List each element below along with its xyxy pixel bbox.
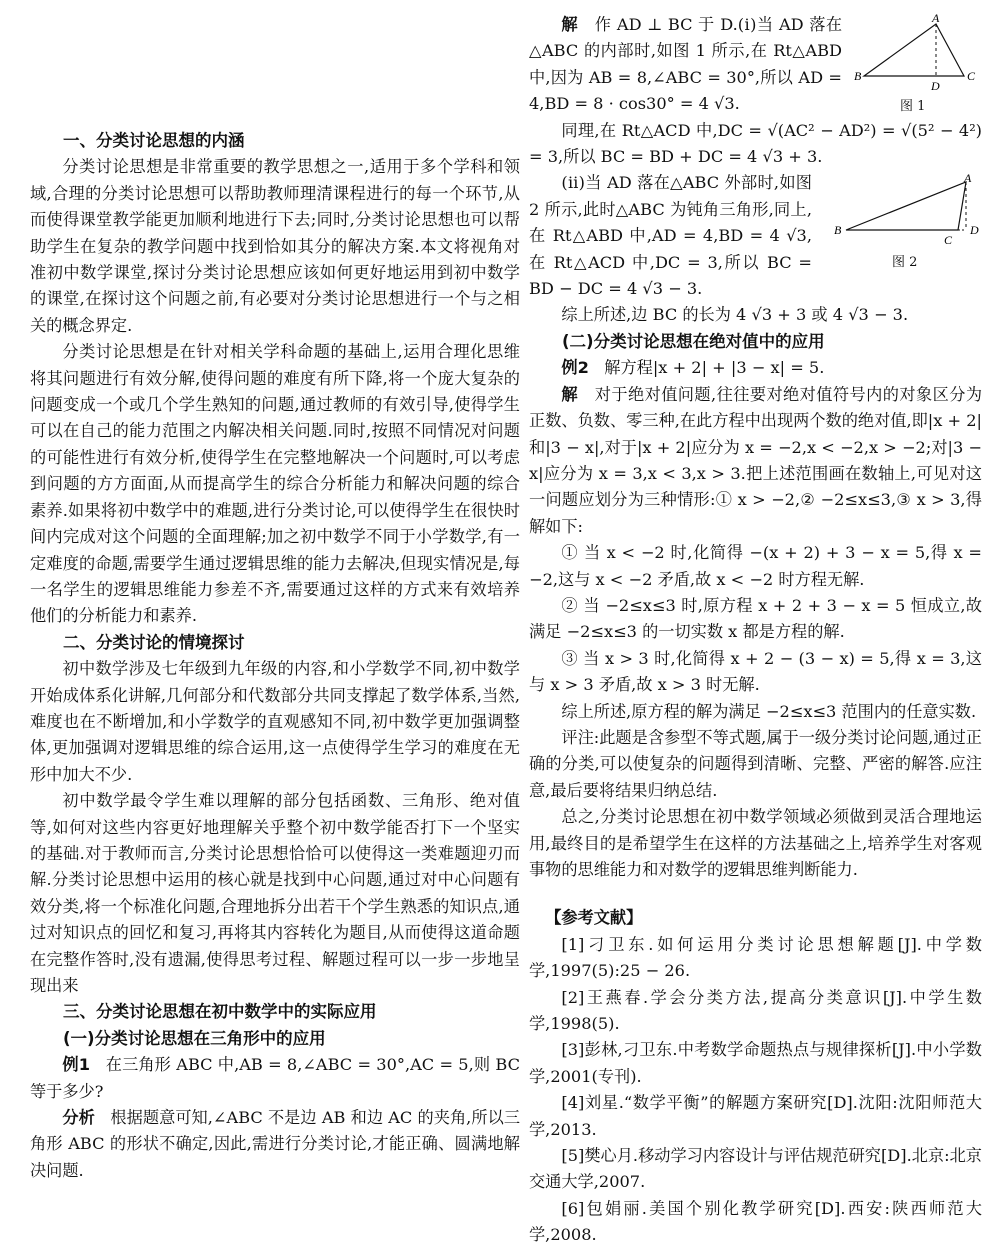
analysis	[30, 1105, 520, 1184]
solution-2-conclusion: 综上所述,原方程的解为满足 −2≤x≤3 范围内的任意实数.	[561, 701, 977, 721]
case-3: ③ 当 x > 3 时,化简得 x + 2 − (3 − x) = 5,得 x = 3,这与 x > 3 矛盾,故 x > 3 时无解.	[529, 648, 982, 695]
reference-item: [3]彭林,刁卫东.中考数学命题热点与规律探析[J].中小学数学,2001(专刊).	[529, 1040, 982, 1086]
paragraph-4: 初中数学最令学生难以理解的部分包括函数、三角形、绝对值等,如何对这些内容更好地理解关乎整个初中数学能否打下一个坚实的基础.对于教师而言,分类讨论思想恰恰可以使得这一类难题迎刃而解.分类讨论思想中运用的核心就是找到中心问题,通过对中心问题有效分类,将一个标准化问题,合理地拆分出若干个学生熟悉的知识点,通过对知识点的回忆和复习,再将其内容转化为题目,从而使得这道命题在完整作答时,没有遗漏,使得思考过程、解题过程可以一步一步地呈现出来	[30, 791, 520, 995]
figure-1-label-a: A	[932, 12, 940, 25]
figure-2-label-c: C	[944, 233, 953, 248]
figure-1-label-c: C	[967, 69, 976, 83]
figure-2-diagram	[832, 174, 982, 249]
figure-2-label-d: D	[970, 223, 979, 238]
figure-1-label-b: B	[854, 69, 862, 83]
section-heading-3: 三、分类讨论思想在初中数学中的实际应用	[63, 1002, 377, 1022]
solution-2	[529, 382, 982, 540]
section-heading-1: 一、分类讨论思想的内涵	[63, 131, 245, 150]
paragraph-2: 分类讨论思想是在针对相关学科命题的基础上,运用合理化思维将其问题进行有效分解,使得问题的难度有所下降,将一个庞大复杂的问题变成一个或几个学生熟知的问题,通过教师的有效引导,使得学生可以在自己的能力范围之内解决相关问题.同时,按照不同情况对问题的可能性进行有效分析,使得学生在完整地解决一个问题时,可以考虑到问题的方方面面,从而提高学生的综合分析能力和解决问题的综合素养.如果将初中数学中的难题,进行分类讨论,可以使得学生在很快时间内完成对这个问题的全面理解;加之初中数学不同于小学数学,有一定难度的命题,需要学生通过逻辑思维的能力去解决,但现实情况是,每一名学生的逻辑思维能力参差不齐,需要通过这样的方式来有效培养他们的分析能力和素养.	[30, 342, 520, 626]
reference-item: [5]樊心月.移动学习内容设计与评估规范研究[D].北京:北京交通大学,2007.	[529, 1146, 982, 1192]
example-2	[529, 355, 982, 381]
subsection-heading-1: (一)分类讨论思想在三角形中的应用	[63, 1028, 326, 1048]
paragraph-1: 分类讨论思想是非常重要的教学思想之一,适用于多个学科和领域,合理的分类讨论思想可以帮助教师理清课程进行的每一个环节,从而使得课堂教学能更加顺利地进行下去;同时,分类讨论思想也可以帮助学生在复杂的教学问题中找到恰如其分的解决方案.本文将视角对准初中数学课堂,探讨分类讨论思想应该如何更好地运用到初中数学的课堂,在探讨这个问题之前,有必要对分类讨论思想进行一个与之相关的概念界定.	[30, 157, 520, 335]
solution-2-label: 解	[561, 384, 579, 404]
paragraph-3: 初中数学涉及七年级到九年级的内容,和小学数学不同,初中数学开始成体系化讲解,几何部分和代数部分共同支撑起了数学体系,当然,难度也在不断增加,和小学数学的直观感知不同,初中数学更加强调整体,更加强调对逻辑思维的综合运用,这一点使得学生学习的难度在无形中加大不少.	[30, 659, 520, 784]
section-heading-2: 二、分类讨论的情境探讨	[63, 632, 245, 652]
solution-1-label: 解	[561, 15, 578, 34]
example-1-label: 例1	[62, 1055, 90, 1075]
case-2: ② 当 −2≤x≤3 时,原方程 x + 2 + 3 − x = 5 恒成立,故满足 −2≤x≤3 的一切实数 x 都是方程的解.	[529, 595, 982, 642]
solution-1-conclusion: 综上所述,边 BC 的长为 4 √3 + 3 或 4 √3 − 3.	[561, 305, 909, 325]
figure-1-label-d: D	[931, 79, 940, 92]
references-list	[529, 932, 982, 1249]
solution-1-part-3: (ⅱ)当 AD 落在△ABC 外部时,如图 2 所示,此时△ABC 为钝角三角形,同上,在 Rt△ABD 中,AD = 4,BD = 4 √3,在 Rt△ACD 中,DC = 3,所以 BC = BD − DC = 4 √3 − 3.	[529, 173, 812, 299]
solution-1-part-2: 同理,在 Rt△ACD 中,DC = √(AC² − AD²) = √(5² − 4²) = 3,所以 BC = BD + DC = 4 √3 + 3.	[529, 120, 982, 167]
right-column	[529, 12, 982, 1249]
comment: 评注:此题是含参型不等式题,属于一级分类讨论问题,通过正确的分类,可以使复杂的问题得到清晰、完整、严密的解答.应注意,最后要将结果归纳总结.	[529, 727, 982, 800]
analysis-label: 分析	[62, 1108, 95, 1128]
example-1	[30, 1052, 520, 1105]
reference-item: [4]刘星.“数学平衡”的解题方案研究[D].沈阳:沈阳师范大学,2013.	[529, 1093, 982, 1139]
summary: 总之,分类讨论思想在初中数学领域必须做到灵活合理地运用,最终目的是希望学生在这样的方法基础之上,培养学生对客观事物的思维能力和对数学的逻辑思维判断能力.	[529, 807, 982, 879]
example-1-text: 在三角形 ABC 中,AB = 8,∠ABC = 30°,AC = 5,则 BC 等于多少?	[30, 1055, 520, 1101]
figure-1-caption: 图 1	[900, 99, 926, 114]
solution-1-case-2	[529, 170, 982, 302]
case-1: ① 当 x < −2 时,化简得 −(x + 2) + 3 − x = 5,得 x = −2,这与 x < −2 矛盾,故 x < −2 时方程无解.	[529, 543, 982, 589]
solution-1-text: 作 AD ⊥ BC 于 D.(ⅰ)当 AD 落在△ABC 的内部时,如图 1 所示,在 Rt△ABD中,因为 AB = 8,∠ABC = 30°,所以 AD = 4,BD = 8 · cos30° = 4 √3.	[529, 15, 843, 114]
subsection-heading-2: (二)分类讨论思想在绝对值中的应用	[562, 331, 825, 351]
reference-item: [6]包娟丽.美国个别化教学研究[D].西安:陕西师范大学,2008.	[529, 1198, 982, 1245]
figure-2-label-a: A	[964, 174, 972, 186]
reference-item: [1]刁卫东.如何运用分类讨论思想解题[J].中学数学,1997(5):25 − 26.	[529, 934, 982, 981]
reference-item: [2]王燕春.学会分类方法,提高分类意识[J].中学生数学,1998(5).	[529, 987, 982, 1034]
analysis-text: 根据题意可知,∠ABC 不是边 AB 和边 AC 的夹角,所以三角形 ABC 的形状不确定,因此,需进行分类讨论,才能正确、圆满地解决问题.	[30, 1108, 521, 1180]
left-column	[30, 128, 520, 1184]
figure-1-diagram	[852, 12, 982, 92]
example-2-label: 例2	[561, 358, 589, 378]
figure-2	[832, 174, 982, 274]
figure-2-label-b: B	[834, 223, 842, 238]
example-2-text: 解方程|x + 2| + |3 − x| = 5.	[604, 358, 825, 378]
references-heading: 【参考文献】	[545, 908, 643, 928]
solution-1-block	[529, 12, 982, 118]
figure-1	[852, 12, 982, 112]
figure-2-caption: 图 2	[892, 255, 918, 271]
solution-2-text: 对于绝对值问题,往往要对绝对值符号内的对象区分为正数、负数、零三种,在此方程中出现两个数的绝对值,即|x + 2|和|3 − x|,对于|x + 2|应分为 x = −2,x < −2,x > −2;对|3 − x|应分为 x = 3,x < 3,x > 3.把上述范围画在数轴上,可见对这一问题应划分为三种情形:① x > −2,② −2≤x≤3,③ x > 3,得解如下:	[529, 384, 983, 536]
